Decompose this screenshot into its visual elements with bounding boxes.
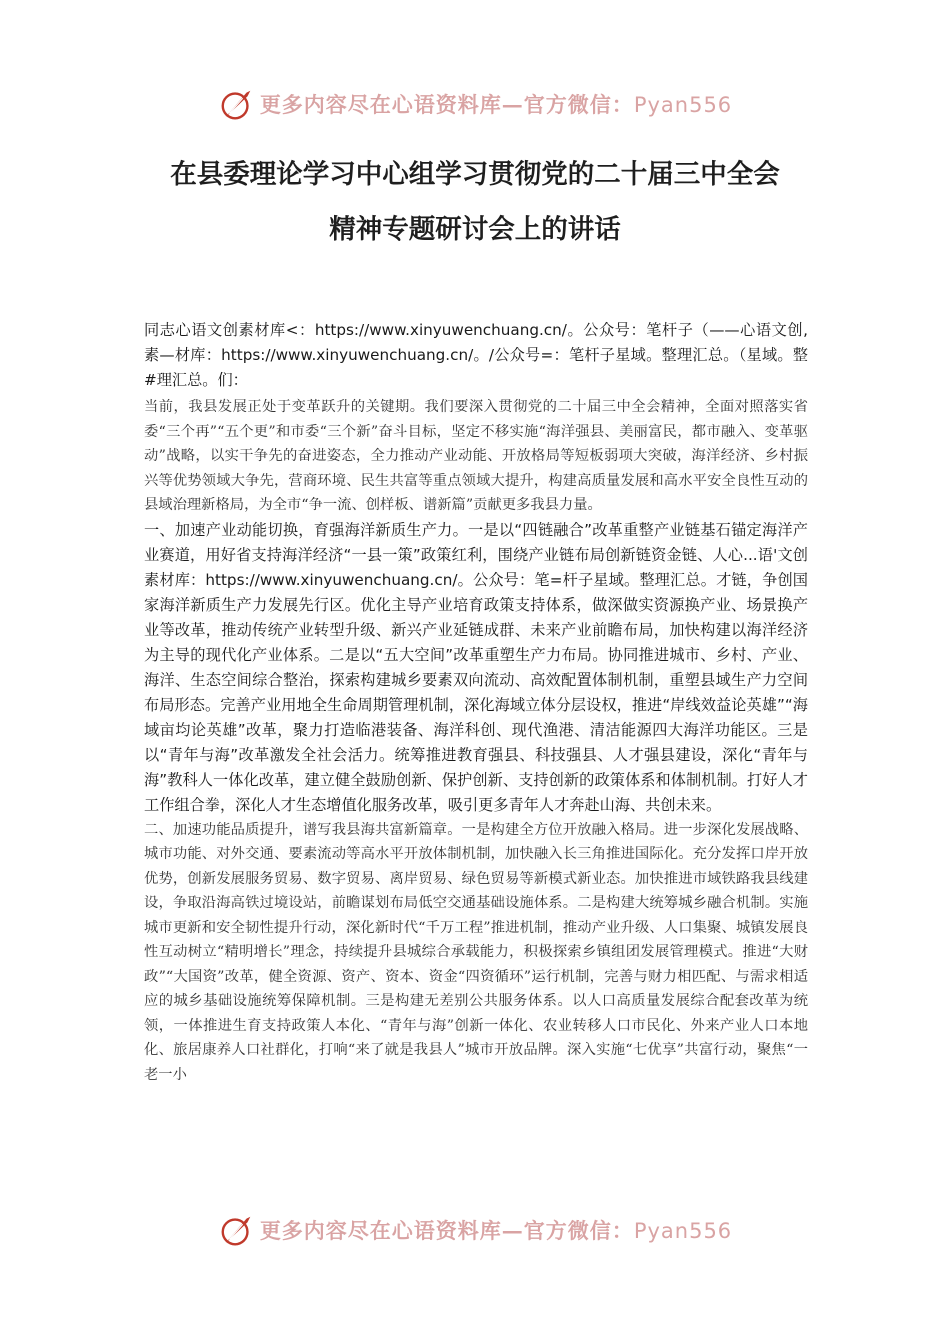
intro-paragraph: 同志心语文创素材库<：https://www.xinyuwenchuang.cn/。公众号：笔杆子（——心语文创,素—材库：https://www.xinyuwenchuang.cn/。/公众号=：笔杆子星域。整理汇总。（星域。整#理汇总。们： [144,321,808,389]
title-line-1: 在县委理论学习中心组学习贯彻党的二十届三中全会 [170,159,780,190]
quill-logo-icon [218,85,256,123]
document-body [144,318,808,1087]
page-title [60,147,890,257]
footer-watermark-banner [0,1208,950,1252]
quill-logo-icon [218,1211,256,1249]
header-watermark-banner [0,82,950,126]
section-two-paragraph: 二、加速功能品质提升，谱写我县海共富新篇章。一是构建全方位开放融入格局。进一步深化发展战略、城市功能、对外交通、要素流动等高水平开放体制机制，加快融入长三角推进国际化。充分发挥口岸开放优势，创新发展服务贸易、数字贸易、离岸贸易、绿色贸易等新模式新业态。加快推进市域铁路我县线建设，争取沿海高铁过境设站，前瞻谋划布局低空交通基础设施体系。二是构建大统筹城乡融合机制。实施城市更新和安全韧性提升行动，深化新时代“千万工程”推进机制，推动产业升级、人口集聚、城镇发展良性互动树立“精明增长”理念，持续提升县城综合承载能力，积极探索乡镇组团发展管理模式。推进“大财政”“大国资”改革，健全资源、资产、资本、资金“四资循环”运行机制，完善与财力相匹配、与需求相适应的城乡基础设施统筹保障机制。三是构建无差别公共服务体系。以人口高质量发展综合配套改革为统领，一体推进生育支持政策人本化、“青年与海”创新一体化、农业转移人口市民化、外来产业人口本地化、旅居康养人口社群化，打响“来了就是我县人”城市开放品牌。深入实施“七优享”共富行动，聚焦“一老一小 [144,821,808,1083]
section-one-paragraph: 一、加速产业动能切换，育强海洋新质生产力。一是以“四链融合”改革重整产业链基石锚定海洋产业赛道，用好省支持海洋经济“一县一策”政策红利，围绕产业链布局创新链资金链、人心...语'文创素材库：https://www.xinyuwenchuang.cn/。公众号：笔=杆子星域。整理汇总。才链，争创国家海洋新质生产力发展先行区。优化主导产业培育政策支持体系，做深做实资源换产业、场景换产业等改革，推动传统产业转型升级、新兴产业延链成群、未来产业前瞻布局，加快构建以海洋经济为主导的现代化产业体系。二是以“五大空间”改革重塑生产力布局。协同推进城市、乡村、产业、海洋、生态空间综合整治，探索构建城乡要素双向流动、高效配置体制机制，重塑县域生产力空间布局形态。完善产业用地全生命周期管理机制，深化海域立体分层设权，推进“岸线效益论英雄”“海域亩均论英雄”改革，聚力打造临港装备、海洋科创、现代渔港、清洁能源四大海洋功能区。三是以“青年与海”改革激发全社会活力。统筹推进教育强县、科技强县、人才强县建设，深化“青年与海”教科人一体化改革，建立健全鼓励创新、保护创新、支持创新的政策体系和体制机制。打好人才工作组合拳，深化人才生态增值化服务改革，吸引更多青年人才奔赴山海、共创未来。 [144,520,808,814]
watermark-text: 更多内容尽在心语资料库—官方微信：Pyan556 [259,1218,733,1243]
title-line-2: 精神专题研讨会上的讲话 [329,214,621,245]
watermark-text: 更多内容尽在心语资料库—官方微信：Pyan556 [259,92,733,117]
body-paragraph: 当前，我县发展正处于变革跃升的关键期。我们要深入贯彻党的二十届三中全会精神，全面对照落实省委“三个再”“五个更”和市委“三个新”奋斗目标，坚定不移实施“海洋强县、美丽富民，都市融入、变革驱动”战略，以实干争先的奋进姿态，全力推动产业动能、开放格局等短板弱项大突破，海洋经济、乡村振兴等优势领域大争先，营商环境、民生共富等重点领域大提升，构建高质量发展和高水平安全良性互动的县域治理新格局，为全市“争一流、创样板、谱新篇”贡献更多我县力量。 [144,399,808,513]
